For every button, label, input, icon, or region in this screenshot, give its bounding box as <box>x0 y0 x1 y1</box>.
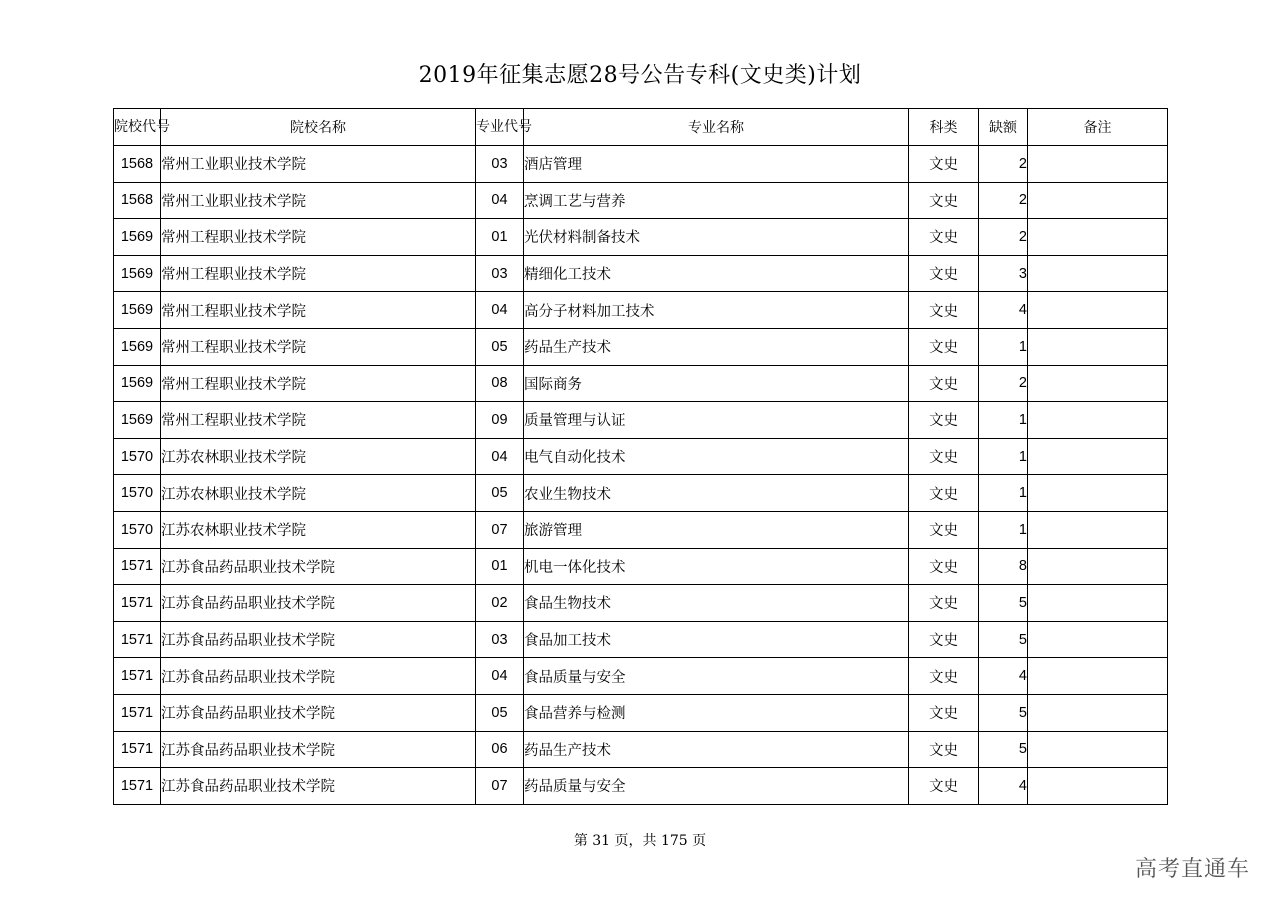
table-row <box>114 731 1168 768</box>
cell-major-name: 精细化工技术 <box>524 255 909 292</box>
cell-major-name: 国际商务 <box>524 365 909 402</box>
cell-major-code: 03 <box>476 255 524 292</box>
cell-school-code: 1570 <box>114 475 161 512</box>
cell-remarks <box>1028 146 1168 183</box>
cell-major-code: 07 <box>476 768 524 805</box>
cell-remarks <box>1028 255 1168 292</box>
cell-category: 文史 <box>909 621 979 658</box>
cell-category: 文史 <box>909 438 979 475</box>
cell-school-name: 江苏食品药品职业技术学院 <box>161 694 476 731</box>
cell-school-code: 1569 <box>114 402 161 439</box>
cell-major-code: 07 <box>476 511 524 548</box>
cell-vacancies: 1 <box>979 511 1028 548</box>
cell-major-name: 药品生产技术 <box>524 328 909 365</box>
cell-vacancies: 2 <box>979 365 1028 402</box>
cell-school-code: 1569 <box>114 219 161 256</box>
cell-major-code: 02 <box>476 585 524 622</box>
table-row <box>114 438 1168 475</box>
cell-vacancies: 5 <box>979 731 1028 768</box>
cell-major-code: 09 <box>476 402 524 439</box>
table-row <box>114 146 1168 183</box>
cell-remarks <box>1028 328 1168 365</box>
cell-school-name: 江苏农林职业技术学院 <box>161 438 476 475</box>
cell-school-name: 常州工程职业技术学院 <box>161 402 476 439</box>
cell-category: 文史 <box>909 548 979 585</box>
table-row <box>114 658 1168 695</box>
cell-major-code: 04 <box>476 182 524 219</box>
cell-school-code: 1568 <box>114 146 161 183</box>
cell-vacancies: 1 <box>979 328 1028 365</box>
table-row <box>114 585 1168 622</box>
table-header-row <box>114 109 1168 146</box>
cell-major-name: 农业生物技术 <box>524 475 909 512</box>
cell-remarks <box>1028 182 1168 219</box>
cell-category: 文史 <box>909 402 979 439</box>
document-title: 2019年征集志愿28号公告专科(文史类)计划 <box>418 63 862 88</box>
table-row <box>114 511 1168 548</box>
cell-school-name: 常州工程职业技术学院 <box>161 328 476 365</box>
cell-vacancies: 1 <box>979 475 1028 512</box>
cell-category: 文史 <box>909 365 979 402</box>
cell-major-code: 06 <box>476 731 524 768</box>
cell-major-code: 04 <box>476 658 524 695</box>
cell-major-name: 高分子材料加工技术 <box>524 292 909 329</box>
cell-major-name: 电气自动化技术 <box>524 438 909 475</box>
cell-school-code: 1570 <box>114 511 161 548</box>
cell-school-name: 江苏食品药品职业技术学院 <box>161 621 476 658</box>
cell-remarks <box>1028 292 1168 329</box>
cell-vacancies: 5 <box>979 694 1028 731</box>
cell-remarks <box>1028 219 1168 256</box>
cell-school-name: 江苏食品药品职业技术学院 <box>161 658 476 695</box>
cell-major-name: 旅游管理 <box>524 511 909 548</box>
cell-school-code: 1571 <box>114 548 161 585</box>
cell-major-name: 食品质量与安全 <box>524 658 909 695</box>
cell-vacancies: 1 <box>979 438 1028 475</box>
cell-major-code: 08 <box>476 365 524 402</box>
cell-school-name: 江苏食品药品职业技术学院 <box>161 768 476 805</box>
table-body <box>114 146 1168 805</box>
cell-remarks <box>1028 658 1168 695</box>
cell-major-name: 烹调工艺与营养 <box>524 182 909 219</box>
cell-category: 文史 <box>909 475 979 512</box>
table-row <box>114 292 1168 329</box>
cell-school-name: 常州工业职业技术学院 <box>161 182 476 219</box>
cell-vacancies: 4 <box>979 292 1028 329</box>
cell-school-code: 1571 <box>114 621 161 658</box>
cell-school-code: 1571 <box>114 731 161 768</box>
cell-remarks <box>1028 365 1168 402</box>
table-row <box>114 475 1168 512</box>
cell-school-code: 1571 <box>114 658 161 695</box>
cell-category: 文史 <box>909 182 979 219</box>
cell-major-code: 01 <box>476 548 524 585</box>
header-major-name: 专业名称 <box>524 109 909 146</box>
page-number: 第 31 页，共 175 页 <box>573 833 707 849</box>
cell-school-name: 江苏农林职业技术学院 <box>161 511 476 548</box>
cell-major-code: 03 <box>476 146 524 183</box>
cell-major-code: 04 <box>476 292 524 329</box>
cell-remarks <box>1028 511 1168 548</box>
header-vacancies: 缺额 <box>979 109 1028 146</box>
cell-major-name: 药品质量与安全 <box>524 768 909 805</box>
cell-category: 文史 <box>909 292 979 329</box>
cell-major-name: 食品加工技术 <box>524 621 909 658</box>
header-major-code: 专业代号 <box>476 109 524 146</box>
cell-major-code: 03 <box>476 621 524 658</box>
cell-vacancies: 1 <box>979 402 1028 439</box>
header-category: 科类 <box>909 109 979 146</box>
cell-category: 文史 <box>909 731 979 768</box>
cell-remarks <box>1028 548 1168 585</box>
cell-major-code: 05 <box>476 475 524 512</box>
cell-school-name: 常州工程职业技术学院 <box>161 365 476 402</box>
cell-remarks <box>1028 621 1168 658</box>
cell-vacancies: 4 <box>979 768 1028 805</box>
cell-major-name: 机电一体化技术 <box>524 548 909 585</box>
cell-vacancies: 5 <box>979 621 1028 658</box>
enrollment-plan-table <box>113 108 1168 805</box>
cell-category: 文史 <box>909 585 979 622</box>
cell-major-name: 食品生物技术 <box>524 585 909 622</box>
table-row <box>114 365 1168 402</box>
table-row <box>114 219 1168 256</box>
cell-school-code: 1569 <box>114 255 161 292</box>
cell-school-name: 常州工程职业技术学院 <box>161 292 476 329</box>
cell-category: 文史 <box>909 511 979 548</box>
cell-vacancies: 2 <box>979 182 1028 219</box>
table-row <box>114 402 1168 439</box>
header-school-name: 院校名称 <box>161 109 476 146</box>
cell-school-name: 常州工程职业技术学院 <box>161 255 476 292</box>
table-row <box>114 548 1168 585</box>
cell-vacancies: 8 <box>979 548 1028 585</box>
cell-category: 文史 <box>909 255 979 292</box>
cell-school-code: 1570 <box>114 438 161 475</box>
table-row <box>114 694 1168 731</box>
cell-school-code: 1569 <box>114 328 161 365</box>
cell-remarks <box>1028 768 1168 805</box>
cell-category: 文史 <box>909 146 979 183</box>
cell-major-code: 01 <box>476 219 524 256</box>
cell-school-code: 1569 <box>114 292 161 329</box>
cell-school-name: 常州工业职业技术学院 <box>161 146 476 183</box>
cell-category: 文史 <box>909 694 979 731</box>
cell-vacancies: 2 <box>979 146 1028 183</box>
cell-remarks <box>1028 585 1168 622</box>
cell-major-code: 04 <box>476 438 524 475</box>
cell-school-name: 常州工程职业技术学院 <box>161 219 476 256</box>
table-row <box>114 255 1168 292</box>
cell-vacancies: 5 <box>979 585 1028 622</box>
cell-major-name: 光伏材料制备技术 <box>524 219 909 256</box>
cell-school-code: 1571 <box>114 585 161 622</box>
cell-school-name: 江苏食品药品职业技术学院 <box>161 548 476 585</box>
cell-school-code: 1569 <box>114 365 161 402</box>
cell-major-name: 食品营养与检测 <box>524 694 909 731</box>
cell-remarks <box>1028 438 1168 475</box>
cell-category: 文史 <box>909 219 979 256</box>
cell-school-code: 1571 <box>114 768 161 805</box>
table-row <box>114 621 1168 658</box>
cell-school-name: 江苏食品药品职业技术学院 <box>161 585 476 622</box>
cell-remarks <box>1028 731 1168 768</box>
cell-vacancies: 4 <box>979 658 1028 695</box>
table-row <box>114 182 1168 219</box>
cell-school-name: 江苏食品药品职业技术学院 <box>161 731 476 768</box>
cell-remarks <box>1028 402 1168 439</box>
table-row <box>114 328 1168 365</box>
cell-major-name: 质量管理与认证 <box>524 402 909 439</box>
cell-remarks <box>1028 475 1168 512</box>
cell-major-name: 酒店管理 <box>524 146 909 183</box>
cell-school-code: 1571 <box>114 694 161 731</box>
cell-category: 文史 <box>909 328 979 365</box>
header-remarks: 备注 <box>1028 109 1168 146</box>
cell-category: 文史 <box>909 768 979 805</box>
cell-major-name: 药品生产技术 <box>524 731 909 768</box>
cell-major-code: 05 <box>476 694 524 731</box>
cell-school-name: 江苏农林职业技术学院 <box>161 475 476 512</box>
table-row <box>114 768 1168 805</box>
cell-vacancies: 2 <box>979 219 1028 256</box>
cell-category: 文史 <box>909 658 979 695</box>
watermark-text: 高考直通车 <box>1134 857 1250 882</box>
cell-remarks <box>1028 694 1168 731</box>
cell-major-code: 05 <box>476 328 524 365</box>
cell-school-code: 1568 <box>114 182 161 219</box>
header-school-code: 院校代号 <box>114 109 161 146</box>
cell-vacancies: 3 <box>979 255 1028 292</box>
